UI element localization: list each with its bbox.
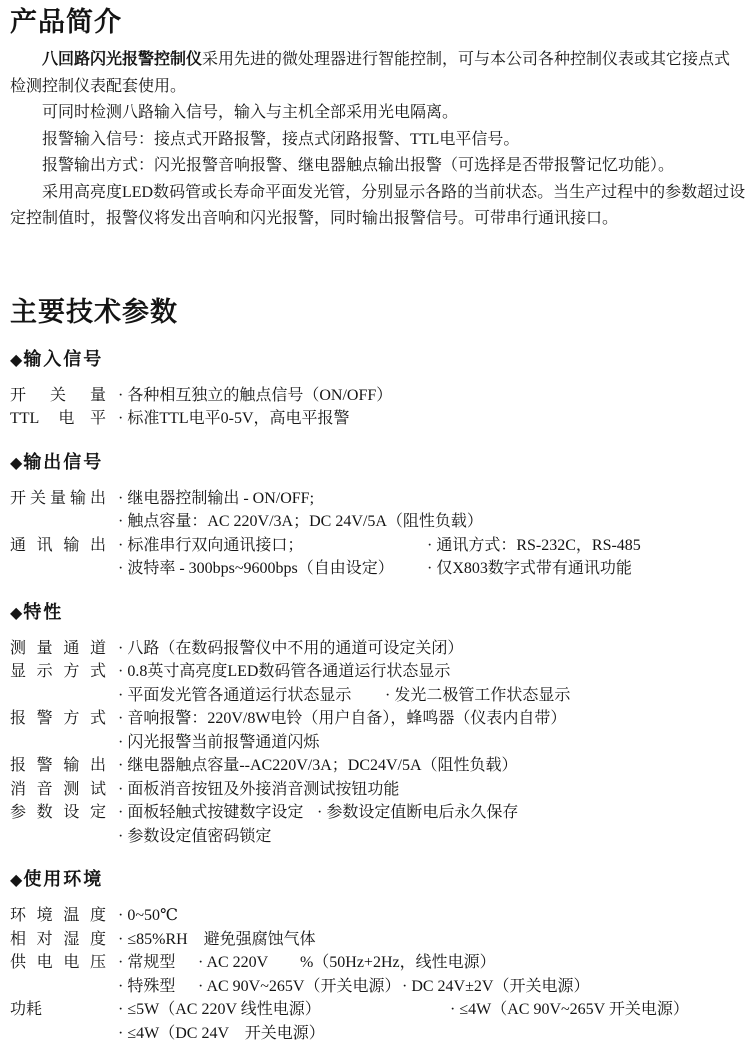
product-intro-title: 产品简介 [10, 6, 746, 38]
spec-row [10, 557, 746, 581]
section-heading-label: 使用环境 [23, 869, 103, 889]
spec-row [10, 1022, 746, 1045]
spec-label [10, 731, 106, 755]
spec-value: · ≤4W（DC 24V 开关电源） [118, 1022, 325, 1045]
spec-label: TTL 电平 [10, 407, 106, 431]
spec-label [10, 684, 106, 708]
tech-params-body [10, 348, 746, 1045]
intro-paragraph: 采用高亮度LED数码管或长寿命平面发光管，分别显示各路的当前状态。当生产过程中的参数超过设定控制值时，报警仪将发出音响和闪光报警，同时输出报警信号。可带串行通讯接口。 [10, 180, 746, 233]
spec-row [10, 951, 746, 975]
product-intro-text [10, 47, 746, 233]
spec-value: · 平面发光管各通道运行状态显示 [118, 684, 385, 708]
spec-label: 显示方式 [10, 660, 106, 684]
diamond-icon: ◆ [10, 352, 22, 369]
section-heading-label: 输入信号 [23, 349, 103, 369]
spec-row [10, 660, 746, 684]
spec-row [10, 801, 746, 825]
spec-label [10, 1022, 106, 1045]
spec-value: · 参数设定值密码锁定 [118, 825, 271, 849]
spec-row [10, 510, 746, 534]
spec-value: · 0~50℃ [118, 904, 178, 928]
spec-label [10, 557, 106, 581]
spec-row [10, 731, 746, 755]
spec-label: 报警方式 [10, 707, 106, 731]
spec-value: · 0.8英寸高亮度LED数码管各通道运行状态显示 [118, 660, 450, 684]
spec-value: · 标准TTL电平0-5V，高电平报警 [118, 407, 350, 431]
spec-value: · 波特率 - 300bps~9600bps（自由设定） [118, 557, 427, 581]
spec-value: · AC 90V~265V（开关电源） [198, 975, 402, 999]
spec-value: · 标准串行双向通讯接口； [118, 534, 427, 558]
spec-value: · ≤85%RH 避免强腐蚀气体 [118, 928, 316, 952]
section-heading-features [10, 601, 746, 625]
spec-value: · 音响报警：220V/8W电铃（用户自备），蜂鸣器（仪表内自带） [118, 707, 566, 731]
spec-row [10, 998, 746, 1022]
spec-label: 消音测试 [10, 778, 106, 802]
section-heading-label: 输出信号 [23, 452, 103, 472]
spec-value: · ≤5W（AC 220V 线性电源） [118, 998, 450, 1022]
spec-value: · 仅X803数字式带有通讯功能 [427, 557, 632, 581]
spec-row [10, 778, 746, 802]
intro-paragraph [10, 47, 746, 100]
section-heading-output-signal [10, 451, 746, 475]
spec-row [10, 904, 746, 928]
spec-row [10, 825, 746, 849]
spec-value: · 面板消音按钮及外接消音测试按钮功能 [118, 778, 399, 802]
spec-value: · ≤4W（AC 90V~265V 开关电源） [450, 998, 689, 1022]
spec-label: 相对湿度 [10, 928, 106, 952]
tech-params-title: 主要技术参数 [10, 296, 746, 328]
spec-label: 功耗 [10, 998, 106, 1022]
spec-label [10, 825, 106, 849]
spec-value: · 参数设定值断电后永久保存 [317, 801, 518, 825]
spec-label: 测量通道 [10, 637, 106, 661]
spec-value: · 继电器触点容量--AC220V/3A；DC24V/5A（阻性负载） [118, 754, 518, 778]
spec-row [10, 975, 746, 999]
diamond-icon: ◆ [10, 605, 22, 622]
intro-paragraph: 报警输入信号：接点式开路报警，接点式闭路报警、TTL电平信号。 [10, 127, 746, 154]
spec-value: · 发光二极管工作状态显示 [385, 684, 570, 708]
spec-value: · 闪光报警当前报警通道闪烁 [118, 731, 319, 755]
section-heading-label: 特性 [23, 602, 63, 622]
section-heading-environment [10, 868, 746, 892]
spec-label: 开关量输出 [10, 487, 106, 511]
spec-label: 供电电压 [10, 951, 106, 975]
section-heading-input-signal [10, 348, 746, 372]
spec-value: · 各种相互独立的触点信号（ON/OFF） [118, 384, 392, 408]
spec-value: · AC 220V %（50Hz+2Hz，线性电源） [198, 951, 496, 975]
product-name: 八回路闪光报警控制仪 [42, 51, 202, 68]
intro-paragraph: 可同时检测八路输入信号，输入与主机全部采用光电隔离。 [10, 100, 746, 127]
spec-row [10, 684, 746, 708]
spec-label: 报警输出 [10, 754, 106, 778]
spec-label: 环境温度 [10, 904, 106, 928]
spec-row [10, 487, 746, 511]
spec-value: · 继电器控制输出 - ON/OFF; [118, 487, 314, 511]
spec-row [10, 407, 746, 431]
spec-row [10, 928, 746, 952]
spec-row [10, 637, 746, 661]
spec-label [10, 975, 106, 999]
spec-row [10, 384, 746, 408]
spec-row [10, 707, 746, 731]
diamond-icon: ◆ [10, 455, 22, 472]
spec-label: 开关量 [10, 384, 106, 408]
spec-row [10, 534, 746, 558]
spec-value: · 常规型 [118, 951, 198, 975]
spec-value: · DC 24V±2V（开关电源） [402, 975, 589, 999]
spec-value: · 八路（在数码报警仪中不用的通道可设定关闭） [118, 637, 463, 661]
spec-value: · 触点容量：AC 220V/3A；DC 24V/5A（阻性负载） [118, 510, 483, 534]
spec-row [10, 754, 746, 778]
intro-paragraph: 报警输出方式：闪光报警音响报警、继电器触点输出报警（可选择是否带报警记忆功能）。 [10, 153, 746, 180]
spec-label [10, 510, 106, 534]
spec-value: · 通讯方式：RS-232C，RS-485 [427, 534, 641, 558]
diamond-icon: ◆ [10, 872, 22, 889]
spec-label: 参数设定 [10, 801, 106, 825]
intro-lead-rest: 采用先进的微处理器进行智能控制，可与本公司各种控制仪表或其它接点式检测控制仪表配套使用。 [10, 51, 730, 95]
spec-value: · 特殊型 [118, 975, 198, 999]
spec-label: 通讯输出 [10, 534, 106, 558]
spec-value: · 面板轻触式按键数字设定 [118, 801, 317, 825]
